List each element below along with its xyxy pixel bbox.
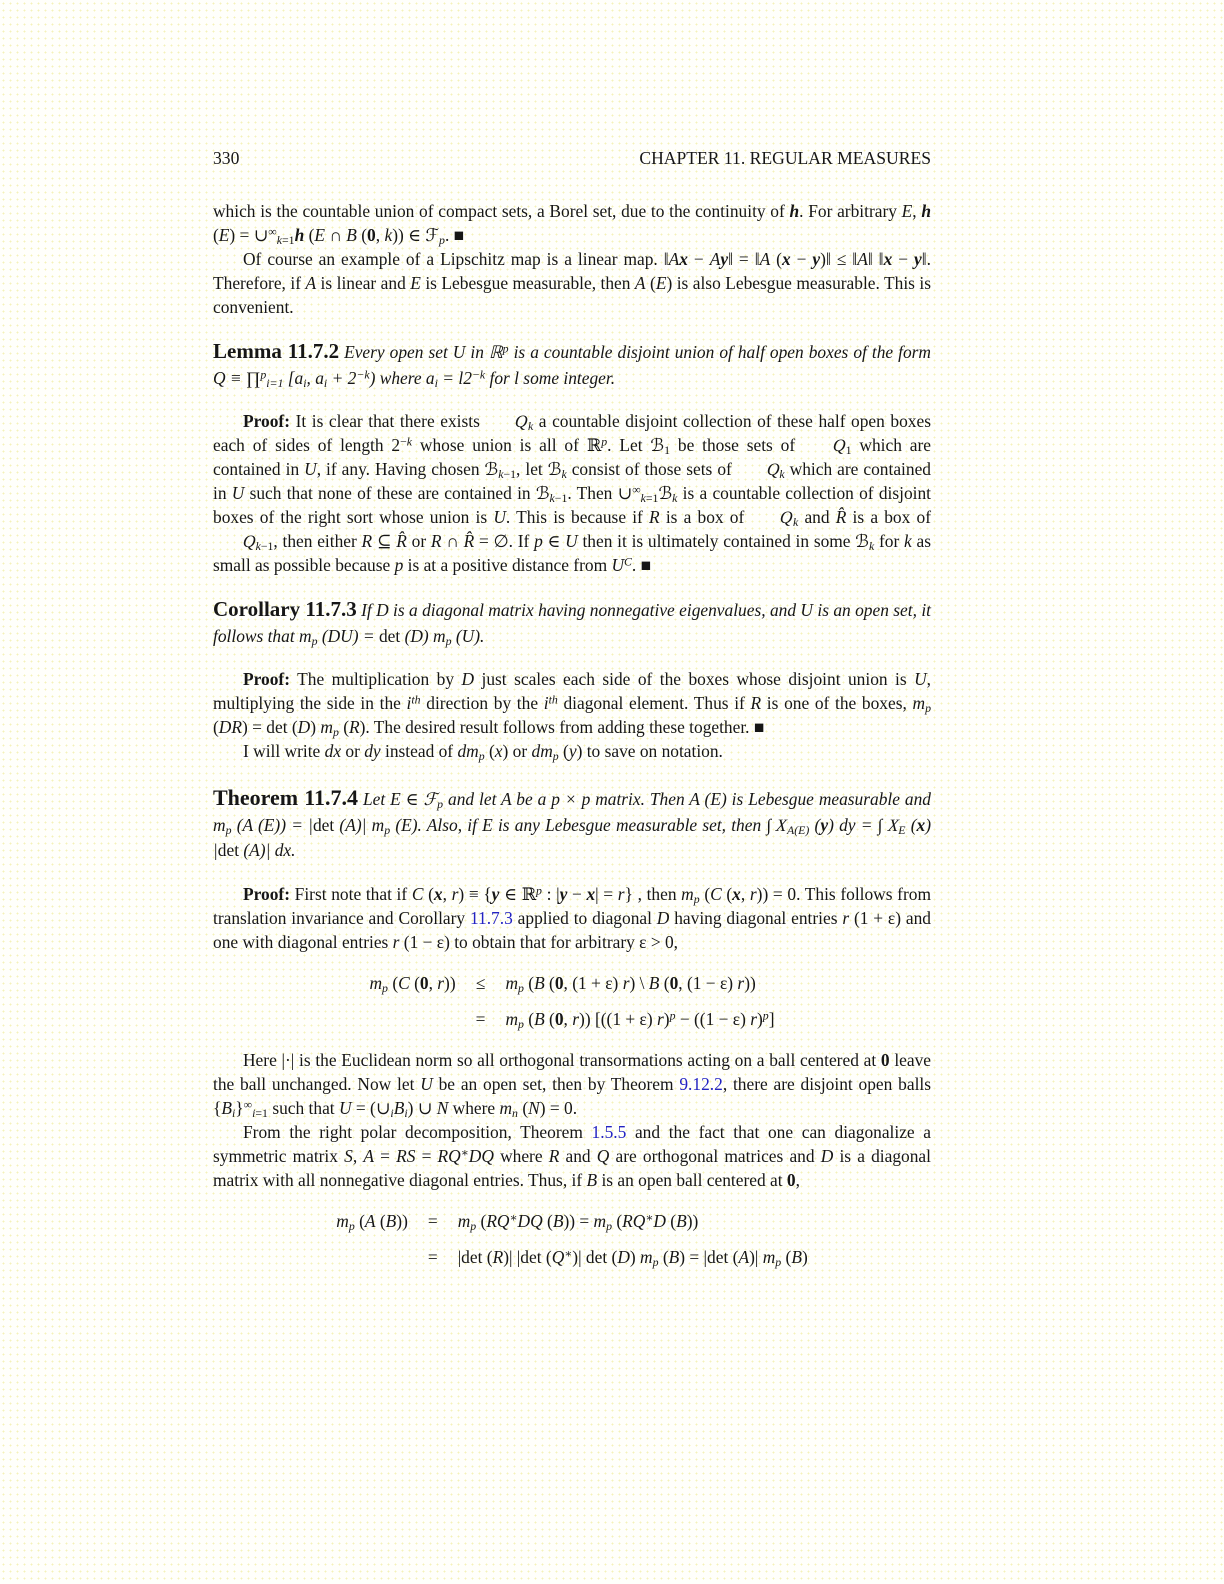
proof-paragraph-corollary: Proof: The multiplication by D just scales each side of the boxes whose disjoint union is U, multiplying the side in the $i^{th}$ direction by the $i^{th}$ diagonal element. Thus if R is one of the boxes, $m_p$ (DR) = det (D) $m_p$ (R). The desired result follows from adding these together. ■: [213, 669, 932, 739]
lemma-11-7-2: [213, 339, 931, 391]
body-paragraph: Of course an example of a Lipschitz map is a linear map. ‖Ax − Ay‖ = ‖A (x − y)‖ ≤ ‖A‖ ‖x − y‖. Therefore, if A is linear and E is Lebesgue measurable, then A (E) is also Lebesgue measurable. This is convenient.: [213, 249, 932, 317]
chapter-running-head: CHAPTER 11. REGULAR MEASURES: [639, 148, 931, 168]
running-header: [213, 148, 931, 169]
page-number: 330: [213, 148, 240, 168]
equation-lhs: $m_p$ (A (B)): [336, 1210, 408, 1233]
equation-relation: =: [427, 1246, 438, 1267]
equation-grid: [369, 968, 774, 1034]
equation-relation: =: [427, 1210, 438, 1231]
equation-grid: [336, 1206, 807, 1272]
equation-lhs: $m_p$ (C (0, r)): [369, 972, 456, 995]
equation-relation: ≤: [475, 972, 486, 993]
theorem-statement: Let E ∈ ℱ$_p$ and let A be a p × p matrix. Then A (E) is Lebesgue measurable and $m_p$ (A (E)) = |det (A)| $m_p$ (E). Also, if E is any Lebesgue measurable set, then ∫ $X_{A(E)}$ (y) dy = ∫ $X_E$ (x) |det (A)| dx.: [213, 789, 932, 860]
page-content: [213, 148, 931, 1286]
display-equation-ball-measure: [213, 1206, 931, 1272]
equation-rhs: $m_p$ (B (0, (1 + ε) r) \ B (0, (1 − ε) r)): [505, 972, 756, 995]
proof-paragraph-theorem: Proof: First note that if C (x, r) ≡ {y ∈ ℝ$^p$ : |y − x| = r} , then $m_p$ (C (x, r)) = 0. This follows from translation invariance and Corollary 11.7.3 applied to diagonal D having diagonal entries r (1 + ε) and one with diagonal entries r (1 − ε) to obtain that for arbitrary ε > 0,: [213, 883, 931, 952]
lemma-label: Lemma 11.7.2: [213, 339, 340, 363]
ref-link-theorem-1-5-5[interactable]: 1.5.5: [591, 1121, 627, 1142]
corollary-label: Corollary 11.7.3: [213, 597, 357, 621]
corollary-11-7-3: [213, 597, 931, 649]
equation-rhs: |det (R)| |det (Q∗)| det (D) $m_p$ (B) = |det (A)| $m_p$ (B): [457, 1246, 808, 1269]
equation-lhs: [369, 1004, 455, 1034]
corollary-statement: If D is a diagonal matrix having nonnegative eigenvalues, and U is an open set, it follows that $m_p$ (DU) = det (D) $m_p$ (U).: [213, 600, 931, 648]
theorem-11-7-4: [213, 785, 931, 864]
body-paragraph-euclidean-norm: Here |·| is the Euclidean norm so all orthogonal transormations acting on a ball centered at 0 leave the ball unchanged. Now let U be an open set, then by Theorem 9.12.2, there are disjoint open balls $\{B_i\}^\infty_{i=1}$ such that $U = (\cup_iB_i)$ ∪ N where $m_n$ (N) = 0.: [213, 1049, 932, 1120]
body-paragraph-polar-decomposition: From the right polar decomposition, Theorem 1.5.5 and the fact that one can diagonalize a symmetric matrix S, A = RS = RQ∗DQ where R and Q are orthogonal matrices and D is a diagonal matrix with all nonnegative diagonal entries. Thus, if B is an open ball centered at 0,: [213, 1121, 932, 1190]
ref-link-corollary-11-7-3[interactable]: 11.7.3: [469, 907, 513, 928]
ref-link-theorem-9-12-2[interactable]: 9.12.2: [679, 1073, 723, 1094]
notation-remark: I will write dx or dy instead of $dm_p$ (x) or $dm_p$ (y) to save on notation.: [243, 741, 723, 763]
equation-lhs: [336, 1242, 408, 1272]
display-equation-sphere-measure: [213, 968, 931, 1034]
proof-paragraph-lemma: Proof: It is clear that there exists $Q_k$ a countable disjoint collection of these half open boxes each of sides of length $2^{-k}$ whose union is all of ℝ$^p$. Let ℬ$_1$ be those sets of $Q_1$ which are contained in U, if any. Having chosen ℬ$_{k-1}$, let ℬ$_k$ consist of those sets of $Q_k$ which are contained in U such that none of these are contained in ℬ$_{k-1}$. Then $\cup^\infty_{k=1}ℬ_k$ is a countable collection of disjoint boxes of the right sort whose union is U. This is because if R is a box of $Q_k$ and R̂ is a box of $Q_{k-1}$, then either R ⊆ R̂ or R ∩ R̂ = ∅. If p ∈ U then it is ultimately contained in some ℬ$_k$ for k as small as possible because p is at a positive distance from $U^C$. ■: [213, 411, 932, 575]
body-paragraph: which is the countable union of compact sets, a Borel set, due to the continuity of h. For arbitrary E, h $(E) = \cup^\infty_{k=1}h$ (E ∩ B (0, k)) ∈ ℱ$_p$. ■: [213, 201, 931, 247]
equation-relation: =: [475, 1008, 486, 1029]
theorem-label: Theorem 11.7.4: [213, 785, 359, 810]
equation-rhs: $m_p$ (RQ∗DQ $(B)) = m_p$ (RQ∗D (B)): [457, 1210, 699, 1233]
lemma-statement: Every open set U in ℝ$^p$ is a countable disjoint union of half open boxes of the form Q ≡ ∏$^p_{i=1}$ [$a_i$, $a_i + 2^{-k}$) where $a_i = l2^{-k}$ for l some integer.: [213, 341, 931, 390]
equation-rhs: $m_p$ (B (0, r)) [((1 + ε) r)$^p$ − ((1 − ε) r)$^p$]: [505, 1008, 775, 1031]
